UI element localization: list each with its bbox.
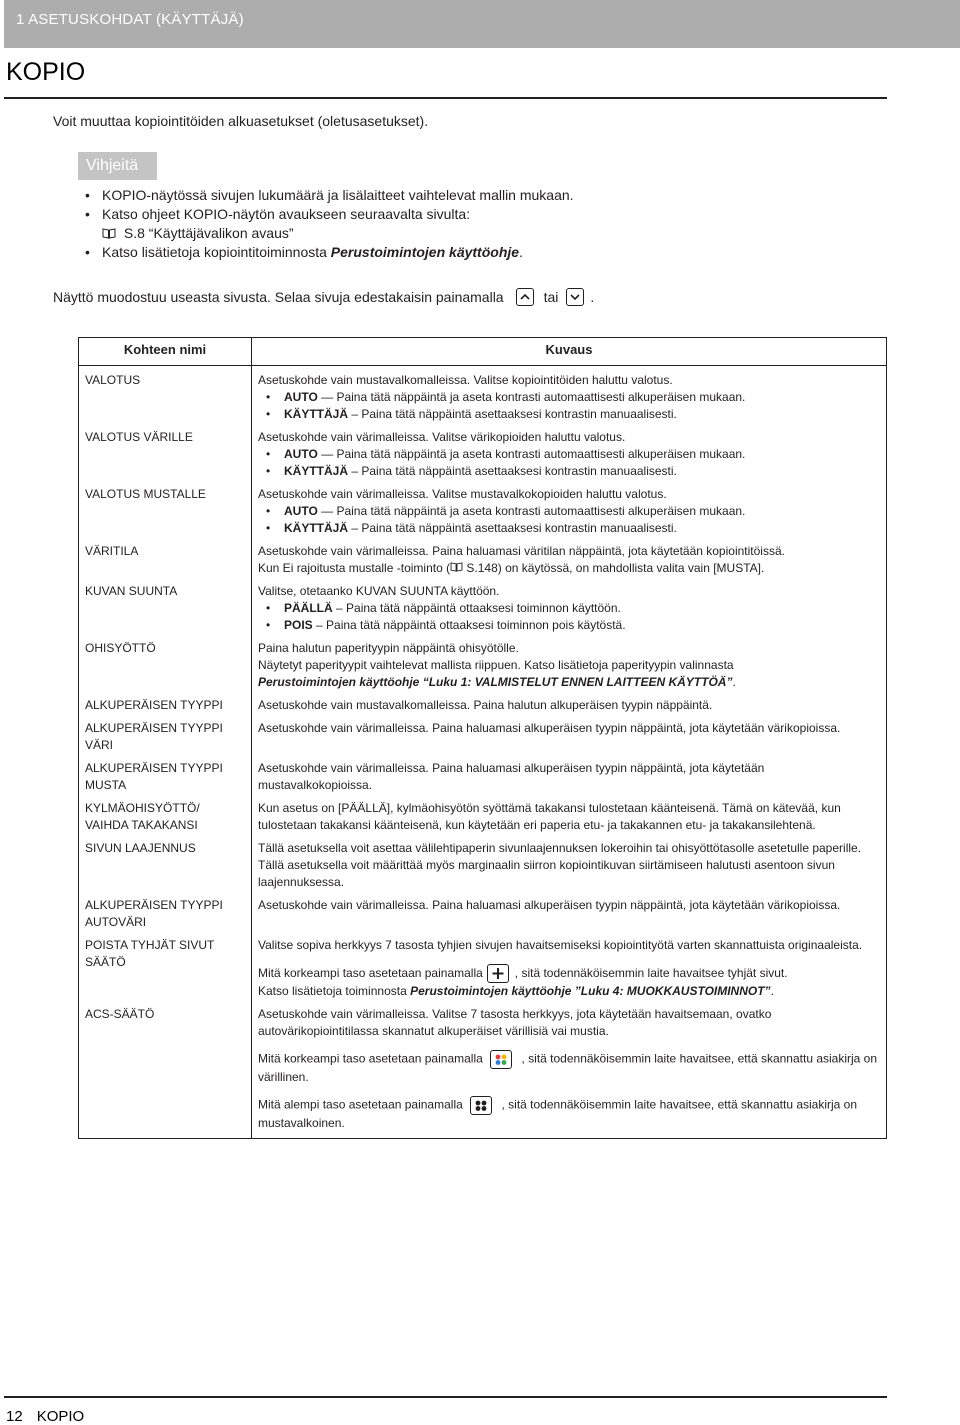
option-bullet: • KÄYTTÄJÄ – Paina tätä näppäintä asettaaksesi kontrastin manuaalisesti. — [258, 520, 880, 537]
item-description: Paina halutun paperityypin näppäintä ohisyötölle. Näytetyt paperityypit vaihtelevat mallista riippuen. Katso lisätietoja paperityypin valinnasta Perustoimintojen käyttöohje “Luku 1: VALMISTELUT ENNEN LAITTEEN KÄYTTÖÄ”. — [252, 634, 887, 691]
hint-item: • Katso lisätietoja kopiointitoiminnosta Perustoimintojen käyttöohje. — [85, 244, 523, 260]
table-row — [79, 891, 887, 931]
item-description: Tällä asetuksella voit asettaa välilehtipaperin sivunlaajennuksen lokeroihin tai ohisyöttötasolle asetetulle paperille. Tällä asetuksella voit määrittää myös marginaalin siirron kopiointikuvan siirtämiseen halutusti asentoon sivun laajennuksessa. — [252, 834, 887, 891]
table-row — [79, 423, 887, 480]
item-description: Asetuskohde vain värimalleissa. Paina haluamasi alkuperäisen tyypin näppäintä, jota käytetään mustavalkokopioissa. — [252, 754, 887, 794]
item-description: Valitse sopiva herkkyys 7 tasosta tyhjien sivujen havaitsemiseksi kopiointityötä varten skannattuista originaaleista. Mitä korkeampi taso asetetaan painamalla , sitä todennäköisemmin laite havaitsee tyhjät sivut. Katso lisätietoja toiminnosta Perustoimintojen käyttöohje ”Luku 4: MUOKKAUSTOIMINNOT”. — [252, 931, 887, 1000]
footer-section: KOPIO — [36, 1408, 85, 1425]
item-description: Asetuskohde vain mustavalkomalleissa. Valitse kopiointitöiden haluttu valotus. • AUTO — Paina tätä näppäintä ja aseta kontrasti automaattisesti alkuperäisen mukaan. • KÄYTTÄJÄ – Paina tätä näppäintä asettaaksesi kontrastin manuaalisesti. — [252, 366, 887, 424]
option-bullet: • KÄYTTÄJÄ – Paina tätä näppäintä asettaaksesi kontrastin manuaalisesti. — [258, 406, 880, 423]
option-bullet: • POIS – Paina tätä näppäintä ottaaksesi toiminnon pois käytöstä. — [258, 617, 880, 634]
item-name: VALOTUS MUSTALLE — [79, 480, 252, 537]
table-row — [79, 634, 887, 691]
item-name: KYLMÄOHISYÖTTÖ/ VAIHDA TAKAKANSI — [79, 794, 252, 834]
hint-item: • KOPIO-näytössä sivujen lukumäärä ja lisälaitteet vaihtelevat mallin mukaan. — [85, 187, 574, 203]
table-row — [79, 794, 887, 834]
book-icon — [450, 562, 463, 572]
item-description: Asetuskohde vain värimalleissa. Paina haluamasi väritilan näppäintä, jota käytetään kopiointitöissä. Kun Ei rajoitusta mustalle -toiminto ( S.148) on käytössä, on mahdollista valita vain [MUSTA]. — [252, 537, 887, 577]
item-name: VALOTUS — [79, 366, 252, 424]
table-row — [79, 931, 887, 1000]
color-dots-icon — [490, 1050, 512, 1069]
black-dots-icon — [470, 1096, 492, 1115]
item-description: Asetuskohde vain värimalleissa. Valitse mustavalkokopioiden haluttu valotus. • AUTO — Paina tätä näppäintä ja aseta kontrasti automaattisesti alkuperäisen mukaan. • KÄYTTÄJÄ – Paina tätä näppäintä asettaaksesi kontrastin manuaalisesti. — [252, 480, 887, 537]
table-row — [79, 1000, 887, 1139]
column-header-description: Kuvaus — [252, 338, 887, 366]
table-row — [79, 691, 887, 714]
item-name: OHISYÖTTÖ — [79, 634, 252, 691]
page-up-icon — [516, 288, 534, 306]
item-name: VÄRITILA — [79, 537, 252, 577]
settings-table — [78, 337, 887, 1139]
title-divider — [4, 97, 887, 99]
item-name: POISTA TYHJÄT SIVUT SÄÄTÖ — [79, 931, 252, 1000]
item-description: Asetuskohde vain värimalleissa. Paina haluamasi alkuperäisen tyypin näppäintä, jota käytetään värikopioissa. — [252, 714, 887, 754]
hints-list — [85, 186, 574, 262]
navigation-instruction: Näyttö muodostuu useasta sivusta. Selaa sivuja edestakaisin painamalla tai . — [53, 289, 595, 305]
page-down-icon — [566, 288, 584, 306]
table-row — [79, 834, 887, 891]
plus-icon — [487, 964, 509, 983]
item-description: Kun asetus on [PÄÄLLÄ], kylmäohisyötön syöttämä takakansi tulostetaan käänteisenä. Tämä on kätevää, kun tulostetaan takakansi käänteisenä, kun käytetään eri paperia etu- ja takakannen etu- ja takakansilehtenä. — [252, 794, 887, 834]
intro-text: Voit muuttaa kopiointitöiden alkuasetukset (oletusasetukset). — [53, 113, 429, 129]
chapter-title: 1 ASETUSKOHDAT (KÄYTTÄJÄ) — [16, 11, 244, 28]
item-description: Asetuskohde vain värimalleissa. Valitse 7 tasosta herkkyys, jota käytetään havaitsemaan, ovatko autovärikopiointitilassa skannatut alkuperäiset värillisiä vai mustia. Mitä korkeampi taso asetetaan painamalla , sitä todennäköisemmin laite havaitsee, että skannattu asiakirja on värillinen. Mitä alempi taso asetetaan painamalla , sitä todennäköisemmin laite havaitsee, että skannattu asiakirja on mustavalkoinen. — [252, 1000, 887, 1139]
table-body — [79, 366, 887, 932]
item-name: ALKUPERÄISEN TYYPPI — [79, 691, 252, 714]
chapter-header-bar — [4, 0, 960, 48]
item-name: SIVUN LAAJENNUS — [79, 834, 252, 891]
option-bullet: • PÄÄLLÄ – Paina tätä näppäintä ottaaksesi toiminnon käyttöön. — [258, 600, 880, 617]
table-row — [79, 480, 887, 537]
table-row — [79, 754, 887, 794]
table-row — [79, 537, 887, 577]
hint-item: • Katso ohjeet KOPIO-näytön avaukseen seuraavalta sivulta: — [85, 206, 471, 222]
page-number: 12 — [6, 1408, 23, 1425]
table-row — [79, 366, 887, 424]
item-description: Asetuskohde vain värimalleissa. Paina haluamasi alkuperäisen tyypin näppäintä, jota käytetään värikopioissa. — [252, 891, 887, 931]
page-title: KOPIO — [6, 58, 86, 86]
item-name: ACS-SÄÄTÖ — [79, 1000, 252, 1139]
option-bullet: • AUTO — Paina tätä näppäintä ja aseta kontrasti automaattisesti alkuperäisen mukaan. — [258, 446, 880, 463]
page-footer — [6, 1408, 98, 1425]
option-bullet: • AUTO — Paina tätä näppäintä ja aseta kontrasti automaattisesti alkuperäisen mukaan. — [258, 503, 880, 520]
item-name: ALKUPERÄISEN TYYPPI AUTOVÄRI — [79, 891, 252, 931]
option-bullet: • KÄYTTÄJÄ – Paina tätä näppäintä asettaaksesi kontrastin manuaalisesti. — [258, 463, 880, 480]
item-description: Asetuskohde vain mustavalkomalleissa. Paina halutun alkuperäisen tyypin näppäintä. — [252, 691, 887, 714]
footer-divider — [4, 1396, 887, 1398]
item-name: VALOTUS VÄRILLE — [79, 423, 252, 480]
table-row — [79, 577, 887, 634]
item-description: Valitse, otetaanko KUVAN SUUNTA käyttöön. • PÄÄLLÄ – Paina tätä näppäintä ottaaksesi toiminnon käyttöön. • POIS – Paina tätä näppäintä ottaaksesi toiminnon pois käytöstä. — [252, 577, 887, 634]
item-name: ALKUPERÄISEN TYYPPI MUSTA — [79, 754, 252, 794]
hints-label: Vihjeitä — [78, 152, 157, 180]
item-description: Asetuskohde vain värimalleissa. Valitse värikopioiden haluttu valotus. • AUTO — Paina tätä näppäintä ja aseta kontrasti automaattisesti alkuperäisen mukaan. • KÄYTTÄJÄ – Paina tätä näppäintä asettaaksesi kontrastin manuaalisesti. — [252, 423, 887, 480]
book-icon — [102, 228, 116, 239]
column-header-name: Kohteen nimi — [79, 338, 252, 366]
item-name: KUVAN SUUNTA — [79, 577, 252, 634]
table-row — [79, 714, 887, 754]
item-name: ALKUPERÄISEN TYYPPI VÄRI — [79, 714, 252, 754]
hint-ref-link[interactable]: S.8 “Käyttäjävalikon avaus” — [85, 224, 574, 243]
option-bullet: • AUTO — Paina tätä näppäintä ja aseta kontrasti automaattisesti alkuperäisen mukaan. — [258, 389, 880, 406]
page-reference[interactable]: Kun Ei rajoitusta mustalle -toiminto ( S.148) on käytössä, on mahdollista valita vain [MUSTA]. — [258, 561, 765, 575]
